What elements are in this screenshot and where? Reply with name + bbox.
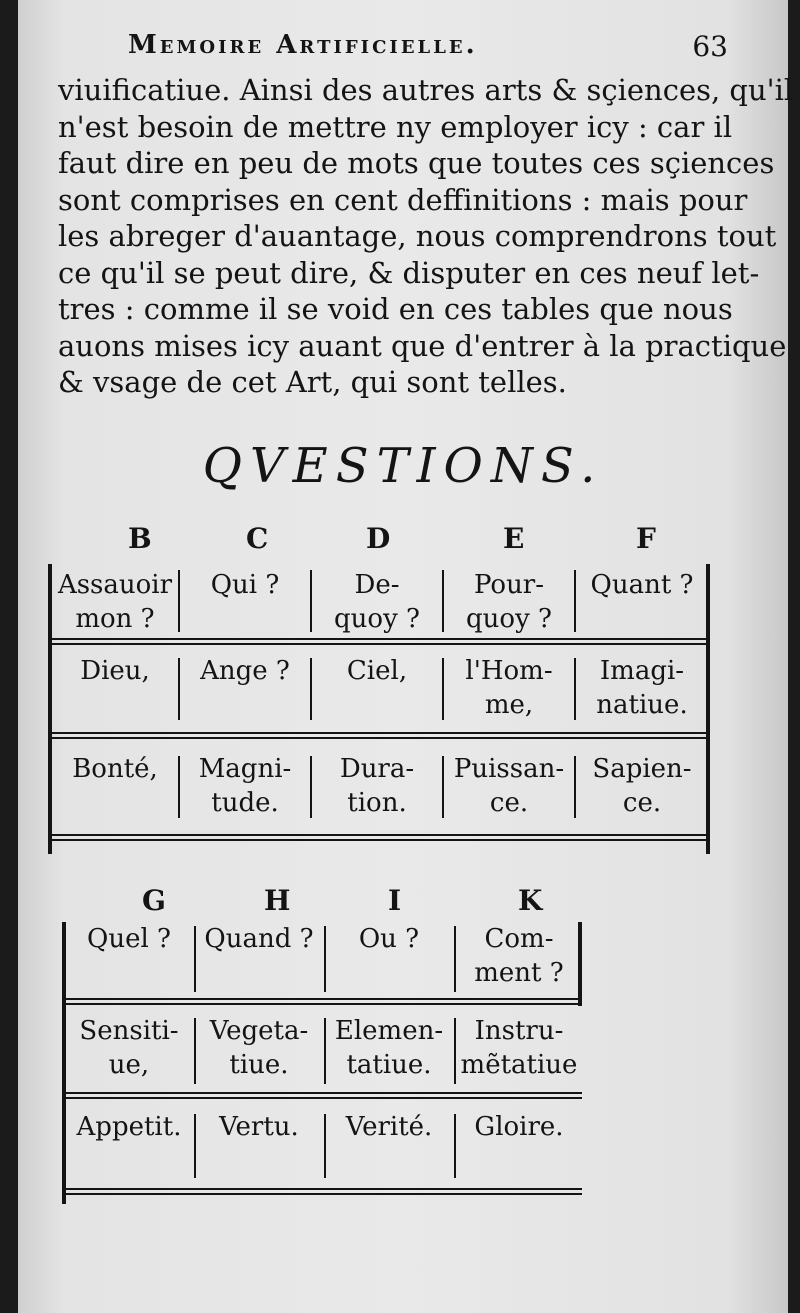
table-row bbox=[62, 922, 582, 1004]
column-letter: K bbox=[518, 884, 543, 917]
table-cell: Sensiti- ue, bbox=[79, 1016, 179, 1080]
table-cell: Quant ? bbox=[590, 570, 694, 600]
text-line: sont comprises en cent deffinitions : mais pour bbox=[58, 182, 748, 217]
table-cell: Magni- tude. bbox=[198, 754, 292, 818]
table-cell: Gloire. bbox=[474, 1112, 564, 1142]
table-cell: Imagi- natiue. bbox=[596, 656, 688, 720]
book-page bbox=[18, 0, 794, 1313]
text-line: auons mises icy auant que d'entrer à la practique bbox=[58, 328, 787, 363]
table-cell: Dieu, bbox=[80, 656, 150, 686]
text-line: viuificatiue. Ainsi des autres arts & sçiences, qu'il bbox=[58, 73, 794, 107]
column-letter: H bbox=[264, 884, 291, 917]
table-cell: Com- ment ? bbox=[474, 924, 564, 988]
questions-table-2 bbox=[62, 884, 582, 1204]
table-cell: Ange ? bbox=[200, 656, 290, 686]
table-cell: Pour- quoy ? bbox=[466, 570, 552, 634]
column-letter: D bbox=[366, 522, 391, 555]
section-title: QVESTIONS. bbox=[202, 438, 604, 494]
page-header bbox=[128, 30, 728, 70]
table-cell: Ciel, bbox=[346, 656, 408, 686]
column-letter: F bbox=[636, 522, 656, 555]
table-cell: Vertu. bbox=[219, 1112, 299, 1142]
table-row bbox=[48, 750, 710, 850]
questions-table-1 bbox=[48, 522, 710, 852]
table-cell: Ou ? bbox=[358, 924, 420, 954]
running-title: Memoire Artificielle. bbox=[128, 30, 478, 60]
table-cell: Puissan- ce. bbox=[453, 754, 565, 818]
table-row bbox=[62, 1014, 582, 1098]
table-cell: Elemen- tatiue. bbox=[334, 1016, 444, 1080]
table-cell: Qui ? bbox=[210, 570, 280, 600]
table-row bbox=[48, 652, 710, 742]
text-line: ce qu'il se peut dire, & disputer en ces neuf let- bbox=[58, 255, 760, 290]
table-cell: Sapien- ce. bbox=[592, 754, 692, 818]
table-cell: Bonté, bbox=[72, 754, 158, 784]
table-cell: De- quoy ? bbox=[334, 570, 420, 634]
body-text bbox=[58, 72, 794, 401]
table-cell: Dura- tion. bbox=[339, 754, 415, 818]
column-letters bbox=[62, 884, 582, 920]
table-cell: Vegeta- tiue. bbox=[209, 1016, 309, 1080]
table-cell: Appetit. bbox=[76, 1112, 182, 1142]
table-cell: Quand ? bbox=[204, 924, 314, 954]
table-cell: Instru- mẽtatiue bbox=[460, 1016, 578, 1080]
column-letter: C bbox=[246, 522, 269, 555]
column-letter: E bbox=[503, 522, 525, 555]
column-letters bbox=[48, 522, 710, 558]
table-row bbox=[48, 564, 710, 644]
column-letter: G bbox=[142, 884, 166, 917]
text-line: tres : comme il se void en ces tables que nous bbox=[58, 292, 733, 326]
table-cell: Verité. bbox=[345, 1112, 433, 1142]
table-row bbox=[62, 1106, 582, 1204]
column-letter: I bbox=[388, 884, 402, 917]
text-line: faut dire en peu de mots que toutes ces sçiences bbox=[58, 146, 775, 180]
text-line: n'est besoin de mettre ny employer icy : car il bbox=[58, 109, 733, 144]
text-line: les abreger d'auantage, nous comprendrons tout bbox=[58, 219, 777, 253]
table-cell: Assauoir mon ? bbox=[57, 570, 173, 634]
text-line: & vsage de cet Art, qui sont telles. bbox=[58, 365, 567, 399]
table-cell: l'Hom- me, bbox=[465, 656, 553, 720]
table-cell: Quel ? bbox=[87, 924, 171, 954]
page-number: 63 bbox=[692, 30, 728, 63]
column-letter: B bbox=[128, 522, 152, 555]
